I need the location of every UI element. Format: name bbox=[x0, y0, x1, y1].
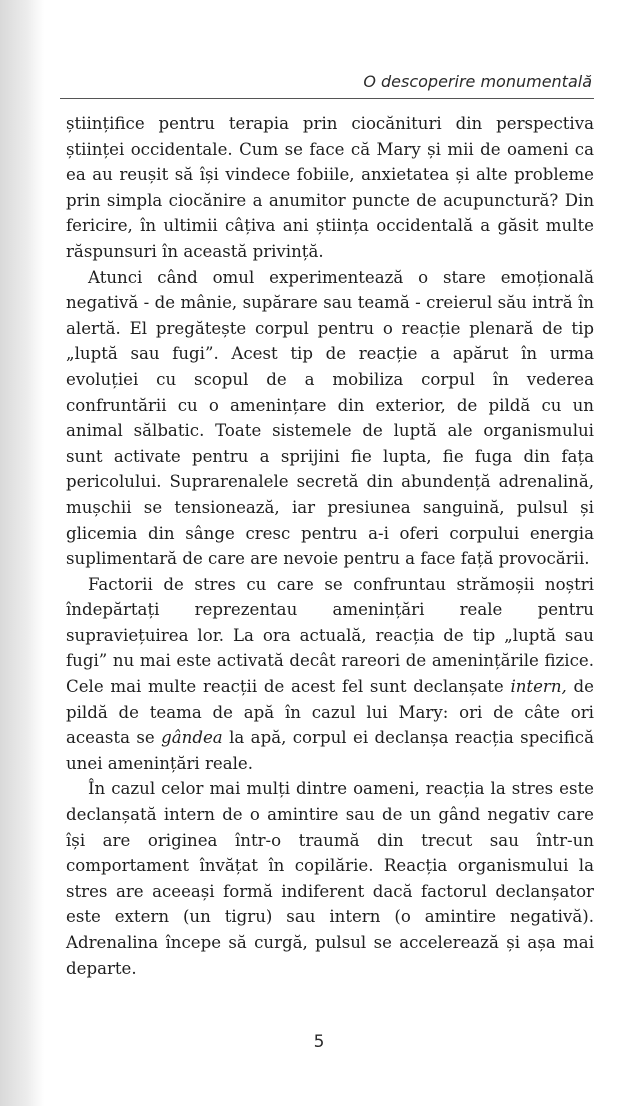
paragraph-1-text: științifice pentru terapia prin ciocănituri din perspectiva științei occidentale. Cum se face că Mary și mii de oameni ca ea au reușit să își vindece fobiile, anxietatea și alte probleme prin simpla ciocănire a anumitor puncte de acupunctură? Din fericire, în ultimii câțiva ani știința occidentală a găsit multe răspunsuri în această privință. bbox=[66, 114, 594, 261]
paragraph-3-text-c: la apă, corpul ei declanșa reacția specifică unei amenințări reale. bbox=[66, 728, 594, 773]
paragraph-3 bbox=[66, 572, 594, 777]
paragraph-3-italic-intern: intern, bbox=[510, 677, 567, 697]
paragraph-3-italic-gandea: gândea bbox=[161, 728, 223, 748]
paragraph-3-text-b: de pildă de teama de apă în cazul lui Mary: ori de câte ori aceasta se bbox=[66, 677, 594, 748]
paragraph-3-text-a: Factorii de stres cu care se confruntau strămoșii noștri îndepărtați reprezentau amenințări reale pentru supraviețuirea lor. La ora actuală, reacția de tip „luptă sau fugi” nu mai este activată decât rareori de amenințările fizice. Cele mai multe reacții de acest fel sunt declanșate bbox=[66, 574, 594, 697]
running-header bbox=[60, 60, 594, 99]
page-number: 5 bbox=[313, 1032, 325, 1052]
paragraph-2 bbox=[66, 265, 594, 572]
paragraph-4-text: În cazul celor mai mulți dintre oameni, reacția la stres este declanșată intern de o amintire sau de un gând negativ care își are originea într-o traumă din trecut sau într-un comportament învățat în copilărie. Reacția organismului la stres are aceeași formă indiferent dacă factorul declanșator este extern (un tigru) sau intern (o amintire negativă). Adrenalina începe să curgă, pulsul se accelerează și așa mai departe. bbox=[66, 779, 594, 978]
body-text bbox=[66, 111, 594, 981]
running-title: O descoperire monumentală bbox=[363, 72, 592, 91]
paragraph-4 bbox=[66, 776, 594, 981]
paragraph-2-text: Atunci când omul experimentează o stare emoțională negativă - de mânie, supărare sau teamă - creierul său intră în alertă. El pregătește corpul pentru o reacție plenară de tip „luptă sau fugi”. Acest tip de reacție a apărut în urma evoluției cu scopul de a mobiliza corpul în vederea confruntării cu o amenințare din exterior, de pildă cu un animal sălbatic. Toate sistemele de luptă ale organismului sunt activate pentru a sprijini fie lupta, fie fuga din fața pericolului. Suprarenalele secretă din abundență adrenalină, mușchii se tensionează, iar presiunea sanguină, pulsul și glicemia din sânge cresc pentru a-i oferi corpului energia suplimentară de care are nevoie pentru a face față provocării. bbox=[66, 267, 594, 569]
paragraph-1 bbox=[66, 111, 594, 265]
page-gutter-shadow bbox=[0, 0, 44, 1106]
